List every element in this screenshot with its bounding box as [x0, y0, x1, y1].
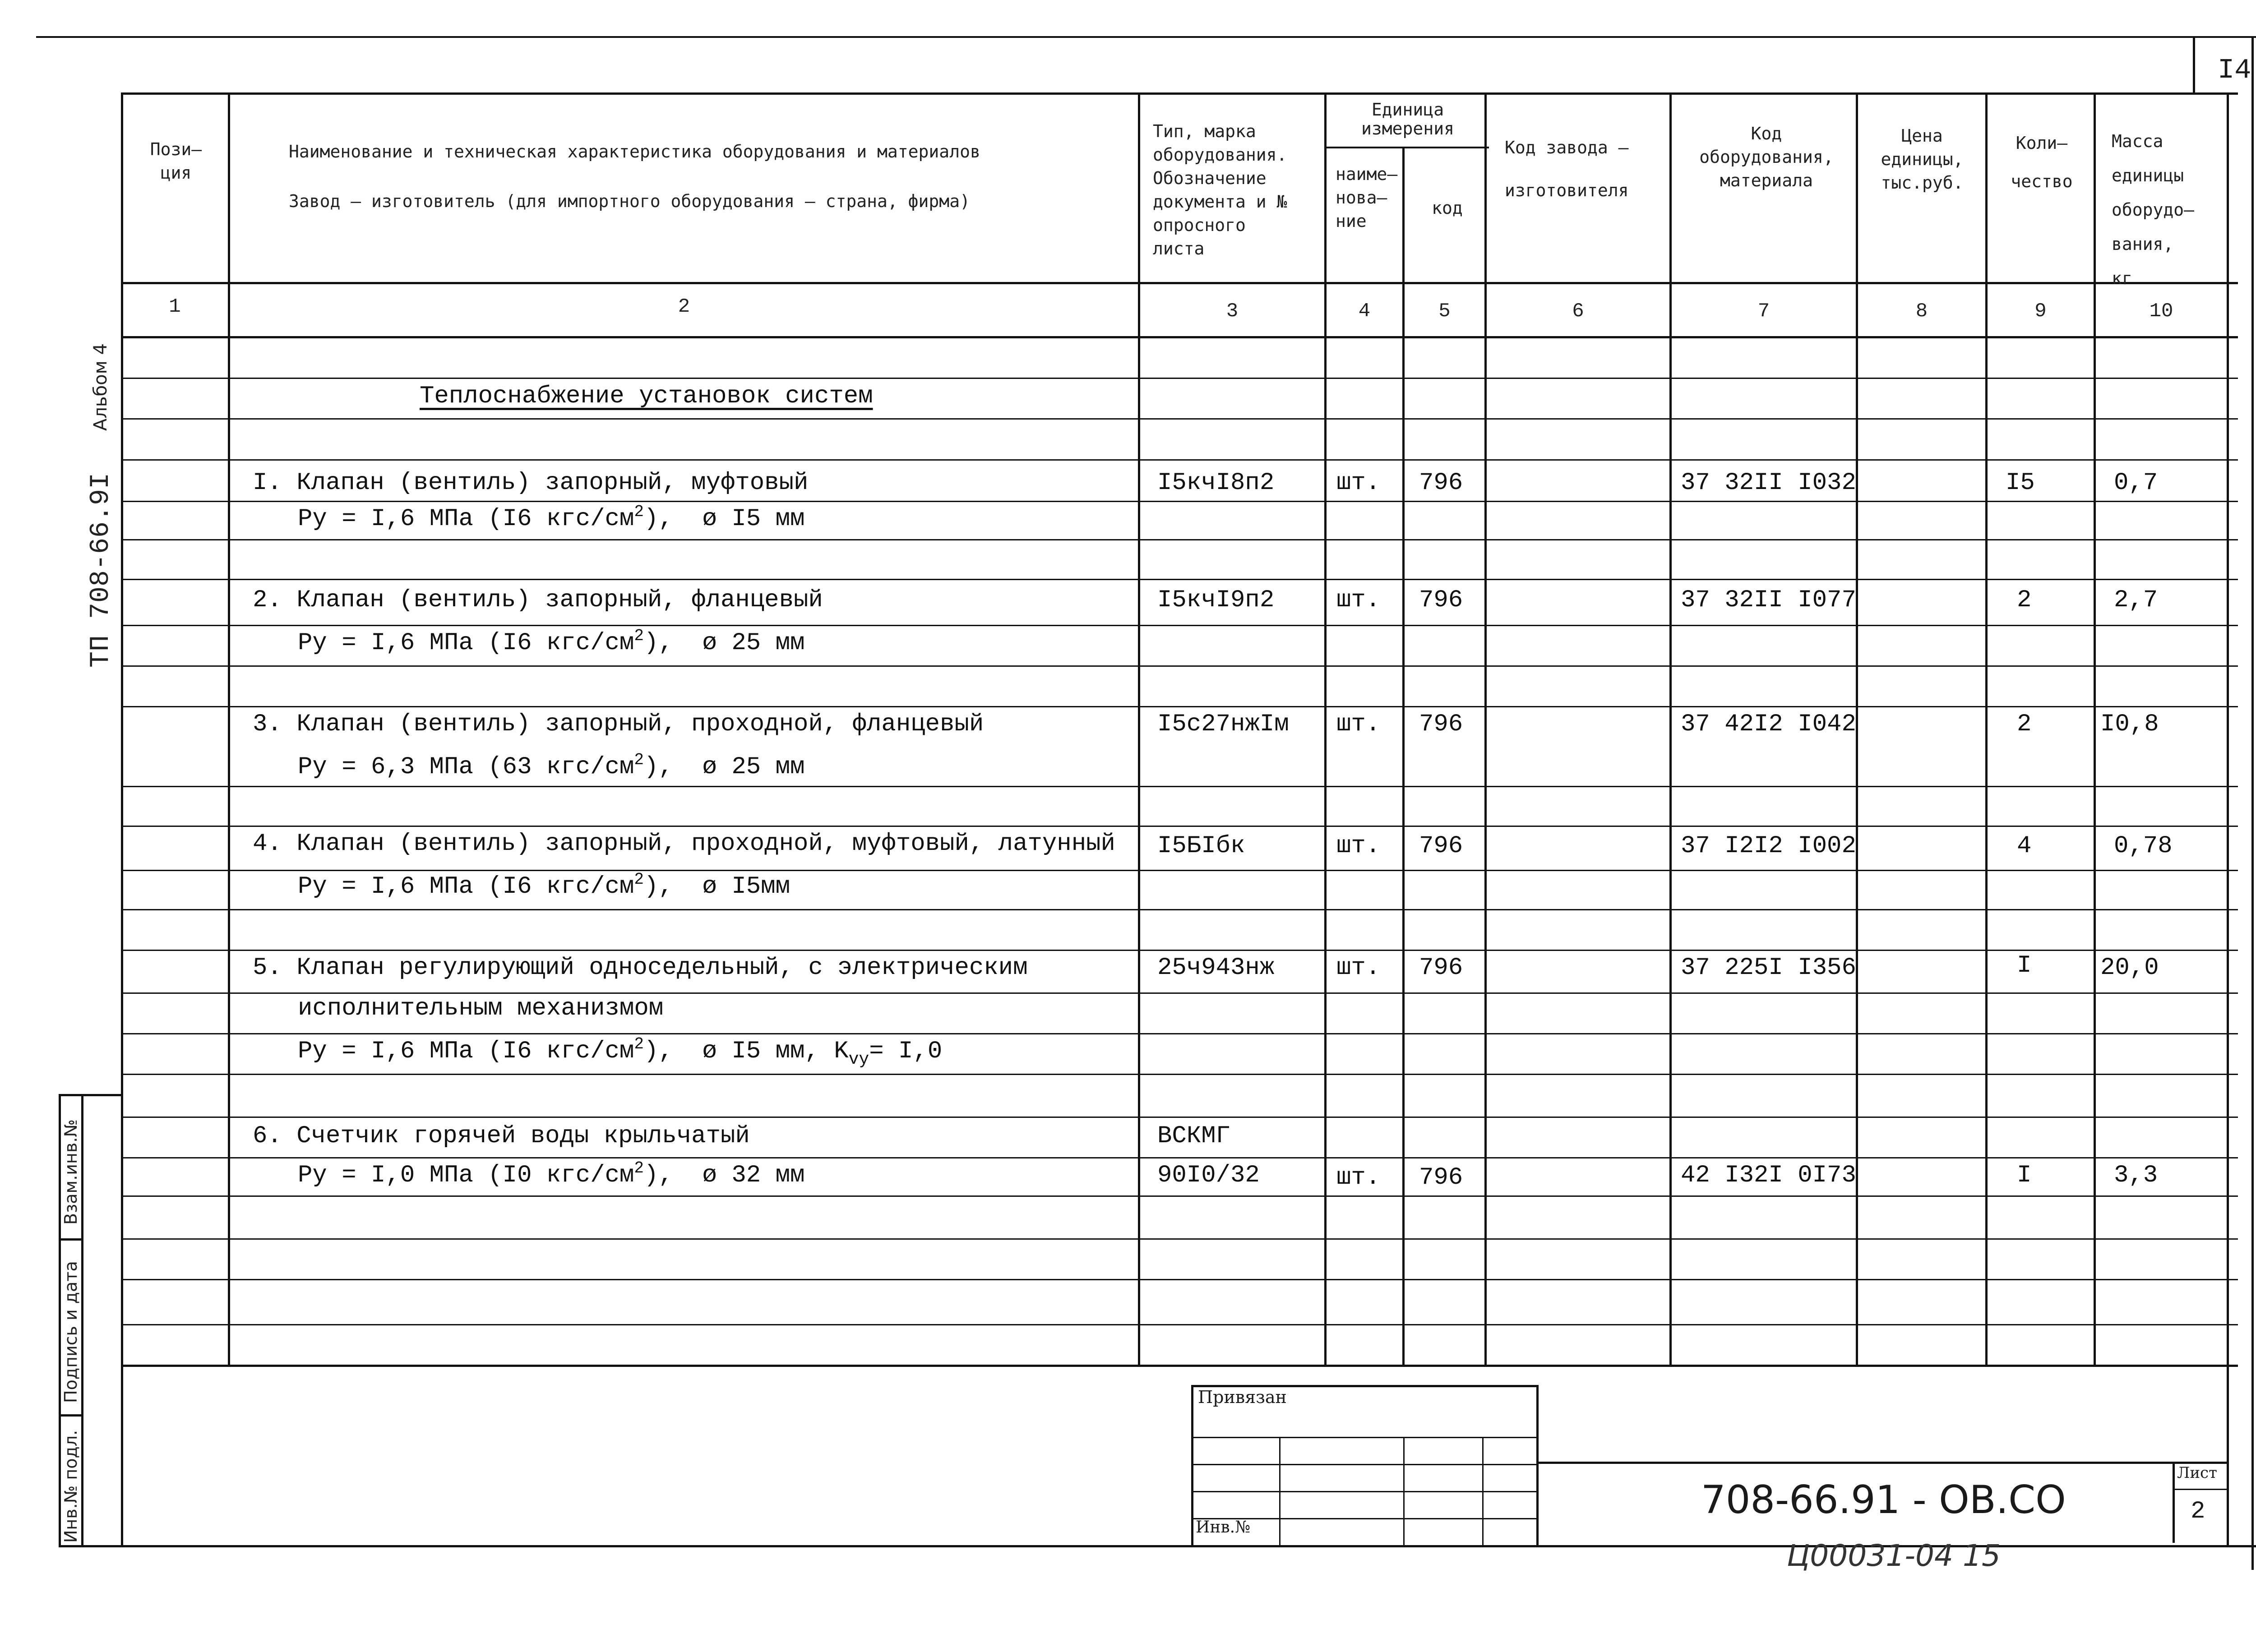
item-type: I5кчI8п2: [1157, 469, 1275, 497]
col-number: 6: [1572, 300, 1584, 323]
item-name: 2. Клапан (вентиль) запорный, фланцевый: [253, 586, 823, 614]
item-unit: шт.: [1336, 954, 1381, 982]
header-unit-line: Единица: [1371, 100, 1444, 120]
header-factory-code-line: Код завода –: [1505, 138, 1629, 157]
top-rule: [36, 36, 2256, 38]
header-price-line: Цена: [1901, 126, 1943, 146]
item-mass: I0,8: [2100, 711, 2159, 738]
project-code: ТП 708-66.9I: [86, 472, 116, 668]
item-type: 25ч943нж: [1157, 954, 1275, 982]
header-quantity-line: чество: [2011, 171, 2073, 191]
header-unit-name-line: ние: [1336, 211, 1367, 231]
item-unit-code: 796: [1419, 954, 1463, 982]
header-mass-line: Масса: [2112, 131, 2164, 151]
item-spec: Ру = I,6 МПа (I6 кгс/$см^2$), ø I5мм: [298, 870, 790, 900]
item-unit: шт.: [1336, 586, 1381, 614]
header-type-line: документа и №: [1153, 192, 1287, 212]
item-quantity: I5: [2006, 469, 2035, 497]
item-unit: шт.: [1336, 832, 1381, 860]
header-price-line: единицы,: [1881, 149, 1964, 169]
header-material-code-line: оборудования,: [1699, 147, 1834, 167]
item-quantity: 2: [2017, 711, 2032, 738]
document-code: 708-66.91 - ОВ.СО: [1701, 1477, 2066, 1523]
item-quantity: 4: [2017, 832, 2032, 860]
item-spec: Ру = I,6 МПа (I6 кгс/$см^2$), ø 25 мм: [298, 627, 805, 657]
item-type: ВСКМГ: [1157, 1122, 1231, 1150]
item-mass: 0,78: [2114, 832, 2173, 860]
handwritten-note: Ц00031-04 15: [1787, 1538, 2001, 1573]
header-unit: [1331, 100, 1484, 138]
album-label: Альбом 4: [90, 343, 111, 431]
stamp-signature-date: Подпись и дата: [61, 1261, 81, 1403]
col-number: 3: [1226, 300, 1239, 323]
item-type: I5кчI9п2: [1157, 586, 1275, 614]
page-number-border: [2193, 36, 2195, 95]
item-mass: 3,3: [2114, 1162, 2158, 1189]
item-type: I5БIбк: [1157, 832, 1245, 860]
header-mass-line: вания,: [2112, 234, 2174, 254]
item-unit-code: 796: [1419, 832, 1463, 860]
col-number: 7: [1757, 300, 1770, 323]
item-name: I. Клапан (вентиль) запорный, муфтовый: [253, 469, 809, 497]
header-mass: [2112, 124, 2220, 295]
item-name: 5. Клапан регулирующий односедельный, с электрическим: [253, 954, 1028, 982]
header-type-line: оборудования.: [1153, 145, 1287, 165]
item-name-continued: исполнительным механизмом: [298, 995, 664, 1022]
header-unit-code: код: [1432, 198, 1463, 218]
item-unit-code: 796: [1419, 711, 1463, 738]
item-material-code: 37 32II I032: [1681, 469, 1856, 497]
item-name: 6. Счетчик горячей воды крыльчатый: [253, 1122, 750, 1150]
sheet-label: Лист: [2177, 1464, 2217, 1482]
item-material-code: 42 I32I 0I73: [1681, 1162, 1856, 1189]
header-name-line1: Наименование и техническая характеристика оборудования и материалов: [289, 142, 980, 162]
col-number: 1: [169, 295, 181, 318]
header-material-code: [1687, 122, 1845, 192]
item-spec: Ру = I,6 МПа (I6 кгс/$см^2$), ø I5 мм: [298, 503, 805, 533]
header-quantity-line: Коли–: [2016, 133, 2068, 153]
header-price-line: тыс.руб.: [1881, 173, 1964, 193]
item-unit: шт.: [1336, 1164, 1381, 1191]
header-factory-code: [1505, 126, 1667, 212]
header-material-code-line: материала: [1720, 171, 1813, 190]
header-unit-line: измерения: [1361, 119, 1454, 138]
page-number: I4: [2218, 54, 2251, 86]
header-mass-line: кг: [2112, 268, 2132, 288]
inventory-label: Инв.№: [1196, 1518, 1251, 1537]
header-unit-name-line: наиме–: [1336, 164, 1398, 184]
item-quantity: I: [2017, 952, 2032, 979]
stamp-replacement-inv: Взам.инв.№: [61, 1119, 81, 1225]
item-quantity: 2: [2017, 586, 2032, 614]
item-mass: 2,7: [2114, 586, 2158, 614]
item-unit: шт.: [1336, 469, 1381, 497]
item-unit-code: 796: [1419, 1164, 1463, 1191]
item-name: 4. Клапан (вентиль) запорный, проходной, муфтовый, латунный: [253, 830, 1115, 858]
col-number: 2: [678, 295, 690, 318]
header-type-line: Тип, марка: [1153, 121, 1256, 141]
item-material-code: 37 42I2 I042: [1681, 711, 1856, 738]
item-name: 3. Клапан (вентиль) запорный, проходной, фланцевый: [253, 711, 984, 738]
header-price: [1861, 124, 1983, 194]
sheet-number: 2: [2191, 1498, 2205, 1525]
col-number: 4: [1358, 300, 1371, 323]
header-factory-code-line: изготовителя: [1505, 180, 1629, 200]
col-number: 9: [2034, 300, 2047, 323]
header-name-line2: Завод – изготовитель (для импортного оборудования – страна, фирма): [289, 191, 970, 211]
binding-label: Привязан: [1198, 1387, 1287, 1407]
item-material-code: 37 32II I077: [1681, 586, 1856, 614]
item-unit-code: 796: [1419, 469, 1463, 497]
item-mass: 0,7: [2114, 469, 2158, 497]
item-spec: Ру = I,6 МПа (I6 кгс/$см^2$), ø I5 мм, $K_{vy}= I,0$: [298, 1035, 943, 1069]
header-type-line: опросного: [1153, 215, 1246, 235]
header-quantity: [1992, 124, 2091, 201]
header-unit-name: [1336, 162, 1399, 233]
header-type-line: Обозначение: [1153, 168, 1267, 188]
header-type-line: листа: [1153, 239, 1205, 258]
header-mass-line: единицы: [2112, 166, 2184, 185]
col-number: 5: [1438, 300, 1451, 323]
header-mass-line: оборудо–: [2112, 200, 2195, 220]
item-material-code: 37 I2I2 I002: [1681, 832, 1856, 860]
header-type: [1153, 120, 1315, 260]
item-unit-code: 796: [1419, 586, 1463, 614]
col-number: 8: [1915, 300, 1928, 323]
header-material-code-line: Код: [1751, 124, 1782, 143]
item-unit: шт.: [1336, 711, 1381, 738]
item-quantity: I: [2017, 1162, 2032, 1189]
col-number: 10: [2149, 300, 2173, 323]
item-type: I5с27нжIм: [1157, 711, 1289, 738]
item-mass: 20,0: [2100, 954, 2159, 982]
item-spec: Ру = I,0 МПа (I0 кгс/$см^2$), ø 32 мм: [298, 1159, 805, 1189]
header-unit-name-line: нова–: [1336, 188, 1387, 208]
section-title: Теплоснабжение установок систем: [420, 383, 873, 410]
stamp-original-inv: Инв.№ подл.: [61, 1430, 81, 1543]
item-material-code: 37 225I I356: [1681, 954, 1856, 982]
item-type-continued: 90I0/32: [1157, 1162, 1260, 1189]
header-position: Пози– ция: [150, 139, 202, 183]
item-spec: Ру = 6,3 МПа (63 кгс/$см^2$), ø 25 мм: [298, 751, 805, 781]
